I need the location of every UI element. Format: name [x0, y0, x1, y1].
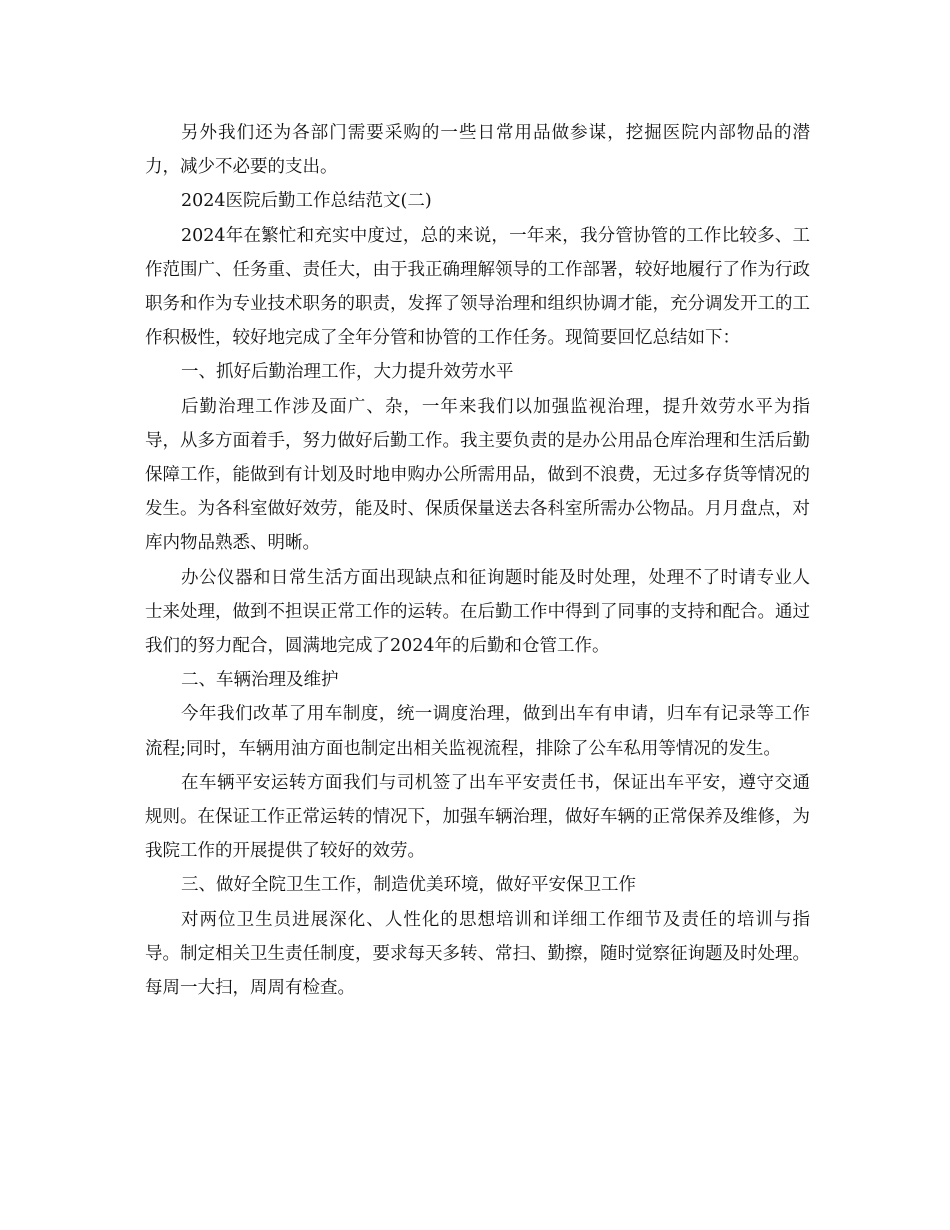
- paragraph-purchasing-note: 另外我们还为各部门需要采购的一些日常用品做参谋，挖掘医院内部物品的潜力，减少不必要的支出。: [145, 123, 810, 178]
- paragraph-vehicle-safety: 在车辆平安运转方面我们与司机签了出车平安责任书，保证出车平安，遵守交通规则。在保证工作正常运转的情况下，加强车辆治理，做好车辆的正常保养及维修，为我院工作的开展提供了较好的效劳。: [145, 772, 810, 862]
- section-heading-sanitation: 三、做好全院卫生工作，制造优美环境，做好平安保卫工作: [181, 875, 636, 896]
- paragraph-logistics-management: 后勤治理工作涉及面广、杂，一年来我们以加强监视治理，提升效劳水平为指导，从多方面着手，努力做好后勤工作。我主要负责的是办公用品仓库治理和生活后勤保障工作，能做到有计划及时地申购办公所需用品，做到不浪费，无过多存货等情况的发生。为各科室做好效劳，能及时、保质保量送去各科室所需办公物品。月月盘点，对库内物品熟悉、明晰。: [145, 396, 810, 554]
- paragraph-office-equipment: 办公仪器和日常生活方面出现缺点和征询题时能及时处理，处理不了时请专业人士来处理，做到不担误正常工作的运转。在后勤工作中得到了同事的支持和配合。通过我们的努力配合，圆满地完成了2024年的后勤和仓管工作。: [145, 567, 810, 657]
- document-body: [145, 116, 810, 1005]
- section-heading-vehicles: 二、车辆治理及维护: [181, 670, 339, 691]
- paragraph-annual-overview: 2024年在繁忙和充实中度过，总的来说，一年来，我分管协管的工作比较多、工作范围广、任务重、责任大，由于我正确理解领导的工作部署，较好地履行了作为行政职务和作为专业技术职务的职责，发挥了领导治理和组织协调才能，充分调发开工的工作积极性，较好地完成了全年分管和协管的工作任务。现简要回忆总结如下：: [145, 225, 810, 349]
- paragraph-sanitation-training: 对两位卫生员进展深化、人性化的思想培训和详细工作细节及责任的培训与指导。制定相关卫生责任制度，要求每天多转、常扫、勤擦，随时觉察征询题及时处理。每周一大扫，周周有检查。: [145, 909, 810, 999]
- section-heading-report-title: 2024医院后勤工作总结范文(二): [181, 191, 432, 212]
- paragraph-vehicle-system: 今年我们改革了用车制度，统一调度治理，做到出车有申请，归车有记录等工作流程;同时，车辆用油方面也制定出相关监视流程，排除了公车私用等情况的发生。: [145, 704, 810, 759]
- section-heading-logistics: 一、抓好后勤治理工作，大力提升效劳水平: [181, 362, 514, 383]
